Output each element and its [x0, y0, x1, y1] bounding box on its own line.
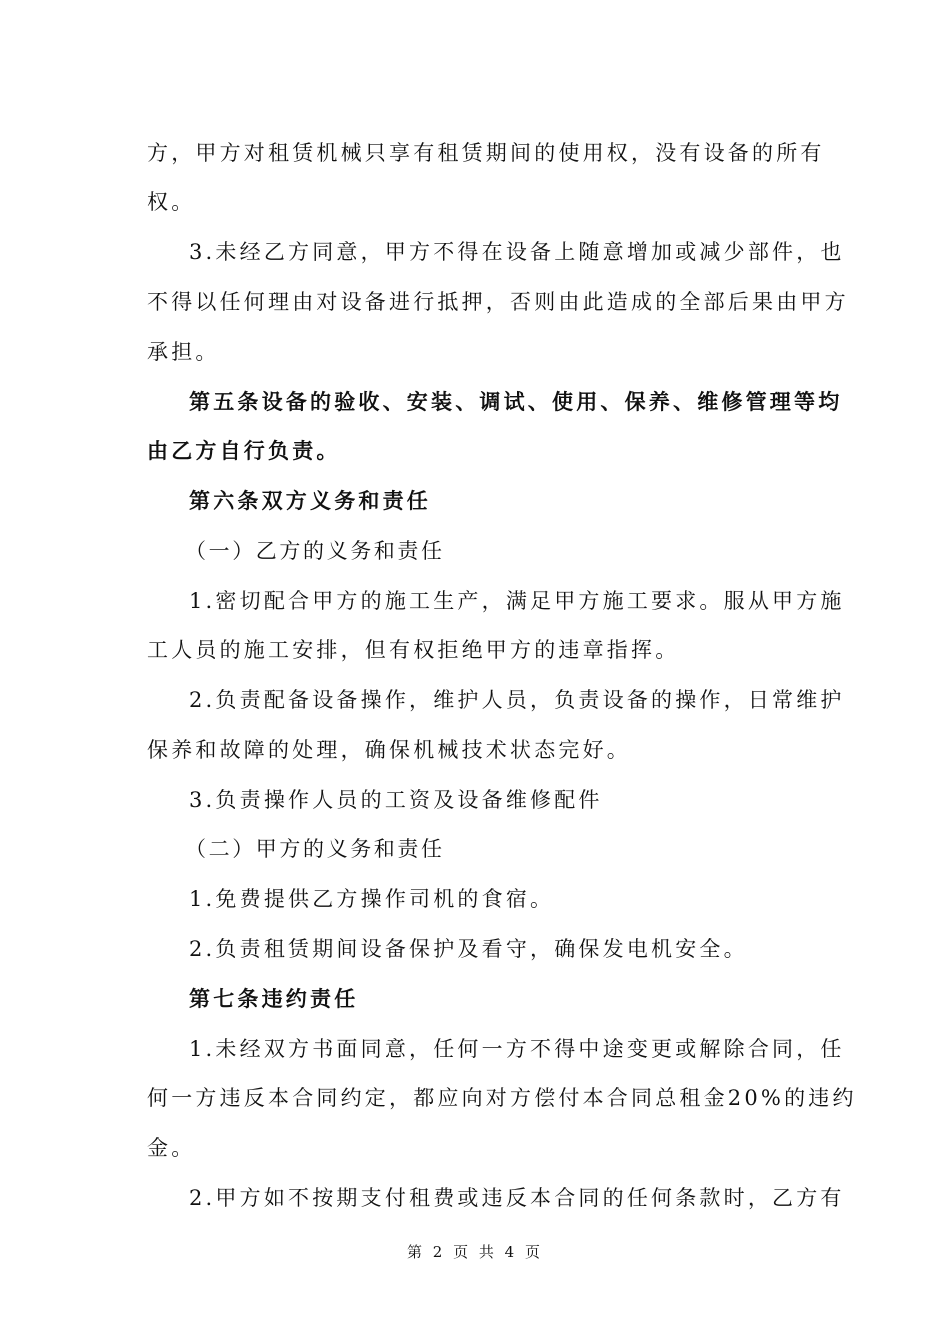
article-heading: 第五条设备的验收、安装、调试、使用、保养、维修管理等均: [189, 389, 843, 414]
paragraph-line: 何一方违反本合同约定，都应向对方偿付本合同总租金20%的违约: [147, 1086, 857, 1110]
paragraph-line: 2.甲方如不按期支付租费或违反本合同的任何条款时，乙方有: [189, 1186, 845, 1210]
paragraph-line: 2.负责租赁期间设备保护及看守，确保发电机安全。: [189, 937, 748, 961]
section-subheading: （一）乙方的义务和责任: [185, 539, 445, 563]
paragraph-line: 1.免费提供乙方操作司机的食宿。: [189, 887, 555, 911]
article-heading: 由乙方自行负责。: [147, 438, 341, 463]
paragraph-line: 工人员的施工安排，但有权拒绝甲方的违章指挥。: [147, 638, 680, 662]
paragraph-line: 1.密切配合甲方的施工生产，满足甲方施工要求。服从甲方施: [189, 589, 845, 613]
page-footer: 第 2 页 共 4 页: [407, 1243, 543, 1261]
paragraph-line: 3.负责操作人员的工资及设备维修配件: [189, 788, 603, 812]
paragraph-line: 金。: [147, 1136, 196, 1160]
paragraph-line: 不得以任何理由对设备进行抵押，否则由此造成的全部后果由甲方: [147, 290, 849, 314]
paragraph-line: 2.负责配备设备操作，维护人员，负责设备的操作，日常维护: [189, 688, 845, 712]
paragraph-line: 保养和故障的处理，确保机械技术状态完好。: [147, 738, 631, 762]
paragraph-line: 方，甲方对租赁机械只享有租赁期间的使用权，没有设备的所有: [147, 141, 825, 165]
paragraph-line: 权。: [147, 190, 196, 214]
section-subheading: （二）甲方的义务和责任: [185, 837, 445, 861]
paragraph-line: 3.未经乙方同意，甲方不得在设备上随意增加或减少部件，也: [189, 240, 845, 264]
paragraph-line: 1.未经双方书面同意，任何一方不得中途变更或解除合同，任: [189, 1037, 845, 1061]
paragraph-line: 承担。: [147, 340, 220, 364]
article-heading: 第七条违约责任: [189, 986, 359, 1011]
article-heading: 第六条双方义务和责任: [189, 488, 431, 513]
